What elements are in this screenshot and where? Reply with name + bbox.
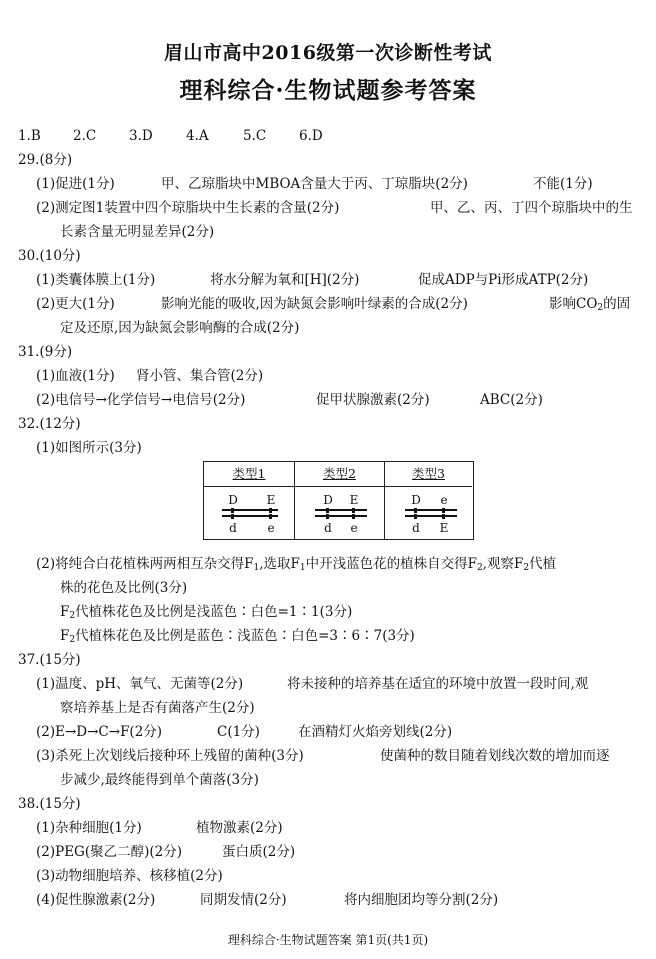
gene-locus (231, 514, 234, 519)
answer-part: 促甲状腺激素(2分) (316, 392, 430, 408)
answer-line (36, 844, 295, 860)
answer-part: 将未接种的培养基在适宜的环境中放置一段时间,观 (287, 676, 589, 692)
answer-part: (2)PEG(聚乙二醇)(2分) (36, 844, 183, 860)
gene-locus (414, 514, 417, 519)
answer-line (36, 676, 588, 692)
allele-label: D (411, 493, 421, 507)
answer-part: 同期发情(2分) (200, 892, 287, 908)
answer-part: (2)将纯合白花植株两两相互杂交得F (36, 556, 254, 572)
answer-line: 定及还原,因为缺氮会影响酶的合成(2分) (60, 320, 300, 336)
answer-part: 将内细胞团均等分割(2分) (344, 892, 499, 908)
chromosome-line (405, 515, 457, 517)
gene-locus (231, 508, 234, 513)
document-subtitle: 理科综合·生物试题参考答案 (179, 77, 477, 104)
gene-locus (269, 508, 272, 513)
answer-part: 代植株花色及比例是浅蓝色∶白色=1∶1(3分) (75, 604, 353, 620)
gene-locus (326, 514, 329, 519)
answer-part: (2)测定图1装置中四个琼脂块中生长素的含量(2分) (36, 200, 340, 216)
allele-label: e (440, 493, 448, 507)
answer-part: ,观察F (482, 556, 524, 572)
answer-line: 步减少,最终能得到单个菌落(3分) (60, 772, 259, 788)
answer-part: 蛋白质(2分) (222, 844, 296, 860)
mc-answers (18, 128, 323, 144)
answer-part: 的固 (603, 296, 631, 312)
subscript: 2 (69, 635, 76, 645)
answer-part: 在酒精灯火焰旁划线(2分) (298, 724, 453, 740)
answer-line (36, 556, 556, 576)
gene-locus (442, 508, 445, 513)
answer-part: ,选取F (259, 556, 300, 572)
answer-line (36, 200, 633, 216)
answer-line: 株的花色及比例(3分) (60, 580, 188, 596)
allele-label: E (439, 521, 449, 535)
document-title: 眉山市高中2016级第一次诊断性考试 (164, 42, 492, 64)
gene-locus (269, 514, 272, 519)
answer-line: 长素含量无明显差异(2分) (60, 224, 215, 240)
answer-part: (2)E→D→C→F(2分) (36, 724, 163, 740)
answer-part: (1)杂种细胞(1分) (36, 820, 142, 836)
chromosome-line (315, 509, 367, 511)
answer-line (36, 820, 283, 836)
mc-answer: 4.A (186, 128, 209, 144)
answer-line (36, 296, 630, 316)
subscript: 2 (597, 303, 604, 313)
gene-type-table (203, 461, 474, 540)
answer-part: 代植 (529, 556, 557, 572)
answer-line (36, 272, 588, 288)
answer-line (60, 604, 352, 624)
answer-part: 植物激素(2分) (196, 820, 283, 836)
allele-label: e (350, 521, 358, 535)
allele-label: E (349, 493, 359, 507)
allele-label: D (228, 493, 238, 507)
answer-line (36, 368, 263, 384)
answer-part: C(1分) (217, 724, 260, 740)
type-header: 类型1 (204, 462, 294, 487)
answer-part: (1)促进(1分) (36, 176, 115, 192)
answer-part: ABC(2分) (480, 392, 543, 408)
gene-locus (326, 508, 329, 513)
allele-label: d (324, 521, 332, 535)
answer-part: 将水分解为氧和[H](2分) (210, 272, 360, 288)
subscript: 1 (299, 563, 306, 573)
gene-locus (442, 514, 445, 519)
answer-part: F (60, 628, 70, 644)
subscript: 1 (253, 563, 260, 573)
gene-locus (352, 514, 355, 519)
allele-label: d (229, 521, 237, 535)
subscript: 2 (523, 563, 530, 573)
answer-line (60, 628, 415, 648)
answer-line: (1)如图所示(3分) (36, 440, 142, 456)
chromosome-line (405, 509, 457, 511)
allele-label: E (266, 493, 276, 507)
answer-part: (2)电信号→化学信号→电信号(2分) (36, 392, 246, 408)
page-footer: 理科综合·生物试题答案 第1页(共1页) (227, 933, 429, 947)
answer-part: 肾小管、集合管(2分) (136, 368, 264, 384)
answer-part: 促成ADP与Pi形成ATP(2分) (418, 272, 589, 288)
mc-answer: 5.C (243, 128, 267, 144)
answer-part: 中开浅蓝色花的植株自交得F (305, 556, 478, 572)
chromosome-diagram (295, 486, 384, 541)
answer-line (36, 392, 543, 408)
answer-part: 影响光能的吸收,因为缺氮会影响叶绿素的合成(2分) (161, 296, 468, 312)
answer-part: (1)类囊体膜上(1分) (36, 272, 156, 288)
answer-part: (4)促性腺激素(2分) (36, 892, 156, 908)
answer-line (36, 748, 610, 764)
chromosome-diagram (204, 486, 294, 541)
question-heading: 37.(15分) (18, 652, 81, 668)
question-heading: 38.(15分) (18, 796, 81, 812)
answer-part: 影响CO (549, 296, 598, 312)
answer-part: 不能(1分) (533, 176, 593, 192)
answer-line: (3)动物细胞培养、核移植(2分) (36, 868, 223, 884)
subscript: 2 (477, 563, 483, 573)
mc-answer: 3.D (129, 128, 153, 144)
answer-part: (1)血液(1分) (36, 368, 115, 384)
allele-label: e (267, 521, 275, 535)
mc-answer: 6.D (299, 128, 323, 144)
answer-part: 甲、乙、丙、丁四个琼脂块中的生 (430, 200, 633, 216)
chromosome-line (315, 515, 367, 517)
gene-locus (352, 508, 355, 513)
allele-label: d (412, 521, 420, 535)
answer-line: 察培养基上是否有菌落产生(2分) (60, 700, 255, 716)
type-header: 类型3 (385, 462, 472, 487)
gene-locus (414, 508, 417, 513)
answer-part: 代植株花色及比例是蓝色∶浅蓝色∶白色=3∶6∶7(3分) (75, 628, 415, 644)
answer-part: F (60, 604, 70, 620)
answer-line (36, 176, 593, 192)
answer-part: (1)温度、pH、氧气、无菌等(2分) (36, 676, 244, 692)
answer-line (36, 724, 452, 740)
type-header: 类型2 (295, 462, 384, 487)
answer-part: 甲、乙琼脂块中MBOA含量大于丙、丁琼脂块(2分) (161, 176, 468, 192)
question-heading: 30.(10分) (18, 248, 81, 264)
type-column (204, 462, 294, 539)
question-heading: 29.(8分) (18, 152, 73, 168)
subscript: 2 (69, 611, 76, 621)
answer-line (36, 892, 498, 908)
answer-part: 使菌种的数目随着划线次数的增加而逐 (380, 748, 610, 764)
type-column (294, 462, 384, 539)
answer-part: (3)杀死上次划线后接种环上残留的菌种(3分) (36, 748, 304, 764)
answer-part: (2)更大(1分) (36, 296, 115, 312)
type-column (384, 462, 472, 539)
question-heading: 32.(12分) (18, 416, 81, 432)
mc-answer: 2.C (73, 128, 97, 144)
question-heading: 31.(9分) (18, 344, 73, 360)
chromosome-diagram (385, 486, 472, 541)
mc-answer: 1.B (18, 128, 41, 144)
allele-label: D (323, 493, 333, 507)
